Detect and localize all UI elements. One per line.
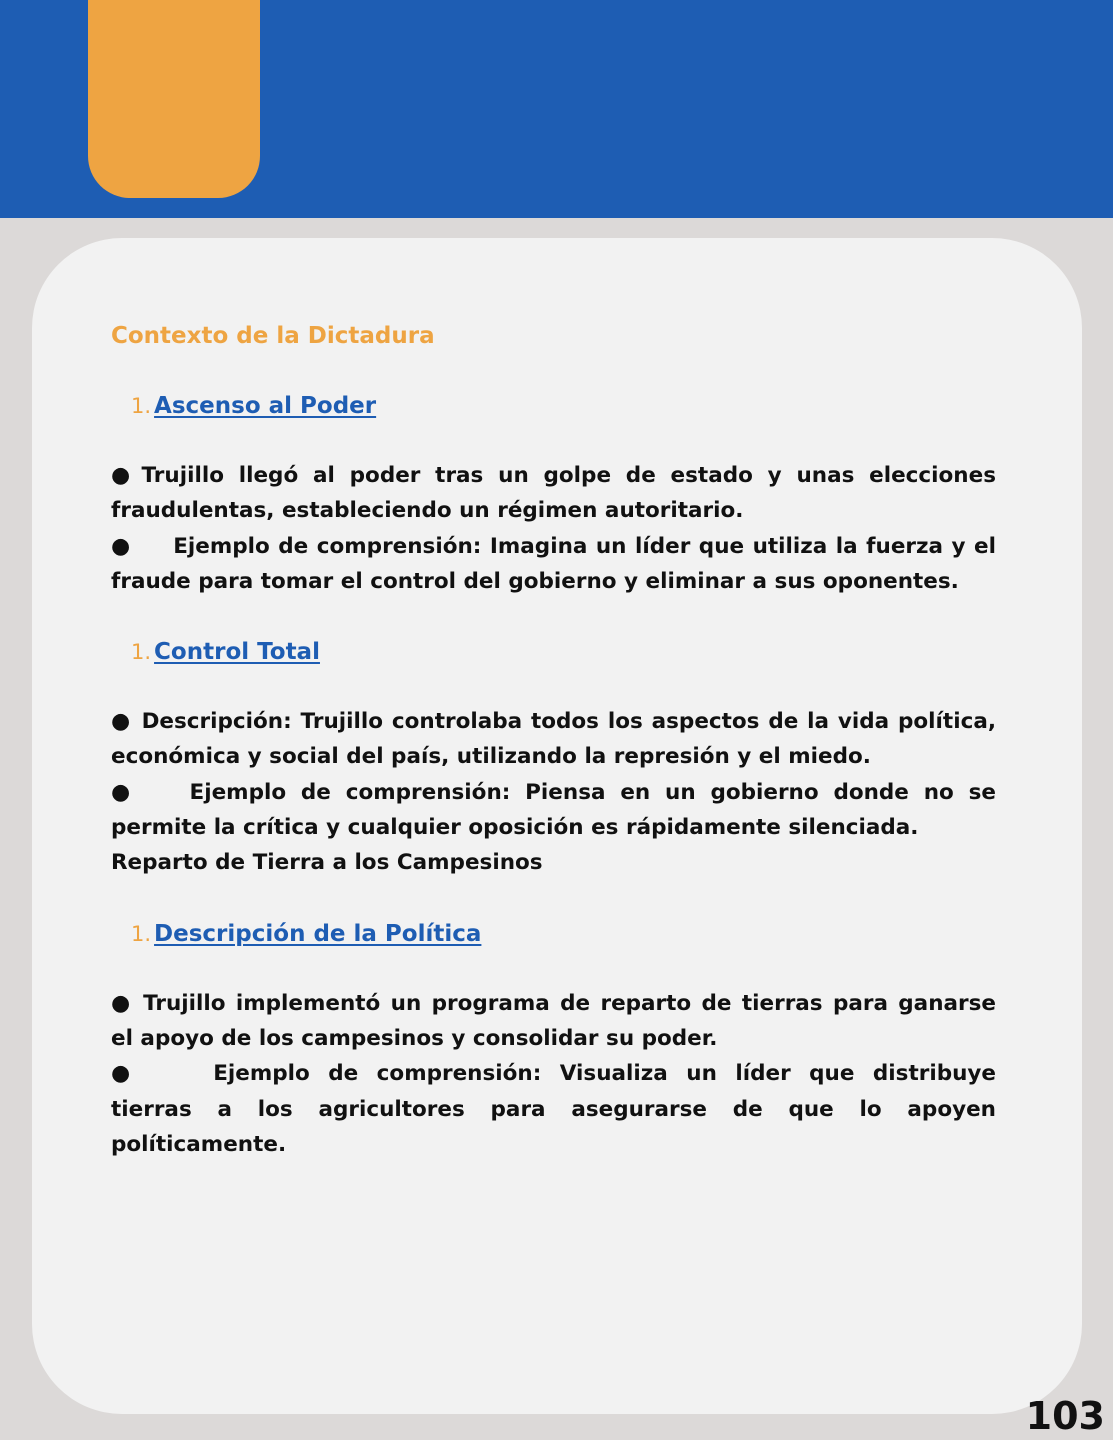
paragraph bbox=[111, 704, 996, 775]
bullet-text: Ejemplo de comprensión: Visualiza un líder que distribuye tierras a los agricultores para asegurarse de que lo apoyen políticamente. bbox=[111, 1061, 996, 1157]
orange-tab-decoration bbox=[88, 0, 260, 198]
paragraph bbox=[111, 458, 996, 529]
bullet-icon: ● bbox=[111, 779, 138, 805]
link-descripcion-politica[interactable]: Descripción de la Política bbox=[154, 920, 482, 947]
subheading-ascenso bbox=[111, 388, 996, 424]
bullet-text: Ejemplo de comprensión: Imagina un líder que utiliza la fuerza y el fraude para tomar el control del gobierno y eliminar a sus oponentes. bbox=[111, 533, 996, 594]
link-control-total[interactable]: Control Total bbox=[154, 639, 320, 666]
bullet-icon: ● bbox=[111, 533, 132, 559]
section-title: Contexto de la Dictadura bbox=[111, 323, 435, 349]
bullet-icon: ● bbox=[111, 1061, 142, 1087]
paragraph bbox=[111, 1056, 996, 1162]
page-number: 103 bbox=[1025, 1394, 1105, 1438]
paragraph bbox=[111, 986, 996, 1057]
list-number: 1. bbox=[131, 640, 152, 665]
bullet-icon: ● bbox=[111, 990, 134, 1016]
bullet-text: Descripción: Trujillo controlaba todos los aspectos de la vida política, económica y social del país, utilizando la represión y el miedo. bbox=[111, 709, 996, 770]
link-ascenso-al-poder[interactable]: Ascenso al Poder bbox=[154, 393, 377, 419]
bullet-text: Ejemplo de comprensión: Piensa en un gobierno donde no se permite la crítica y cualquier oposición es rápidamente silenciada. bbox=[111, 779, 996, 841]
paragraph bbox=[111, 775, 996, 846]
list-number: 1. bbox=[131, 394, 152, 418]
list-number: 1. bbox=[131, 921, 152, 946]
bullet-icon: ● bbox=[111, 463, 138, 488]
bullet-icon: ● bbox=[111, 709, 132, 735]
subheading-descripcion bbox=[111, 916, 996, 952]
bullet-text: Trujillo llegó al poder tras un golpe de estado y unas elecciones fraudulentas, estableciendo un régimen autoritario. bbox=[111, 463, 996, 524]
document-content bbox=[111, 318, 996, 1162]
bullet-text: Trujillo implementó un programa de reparto de tierras para ganarse el apoyo de los campesinos y consolidar su poder. bbox=[111, 990, 996, 1051]
paragraph bbox=[111, 529, 996, 600]
paragraph: Reparto de Tierra a los Campesinos bbox=[111, 850, 543, 876]
subheading-control bbox=[111, 634, 996, 670]
